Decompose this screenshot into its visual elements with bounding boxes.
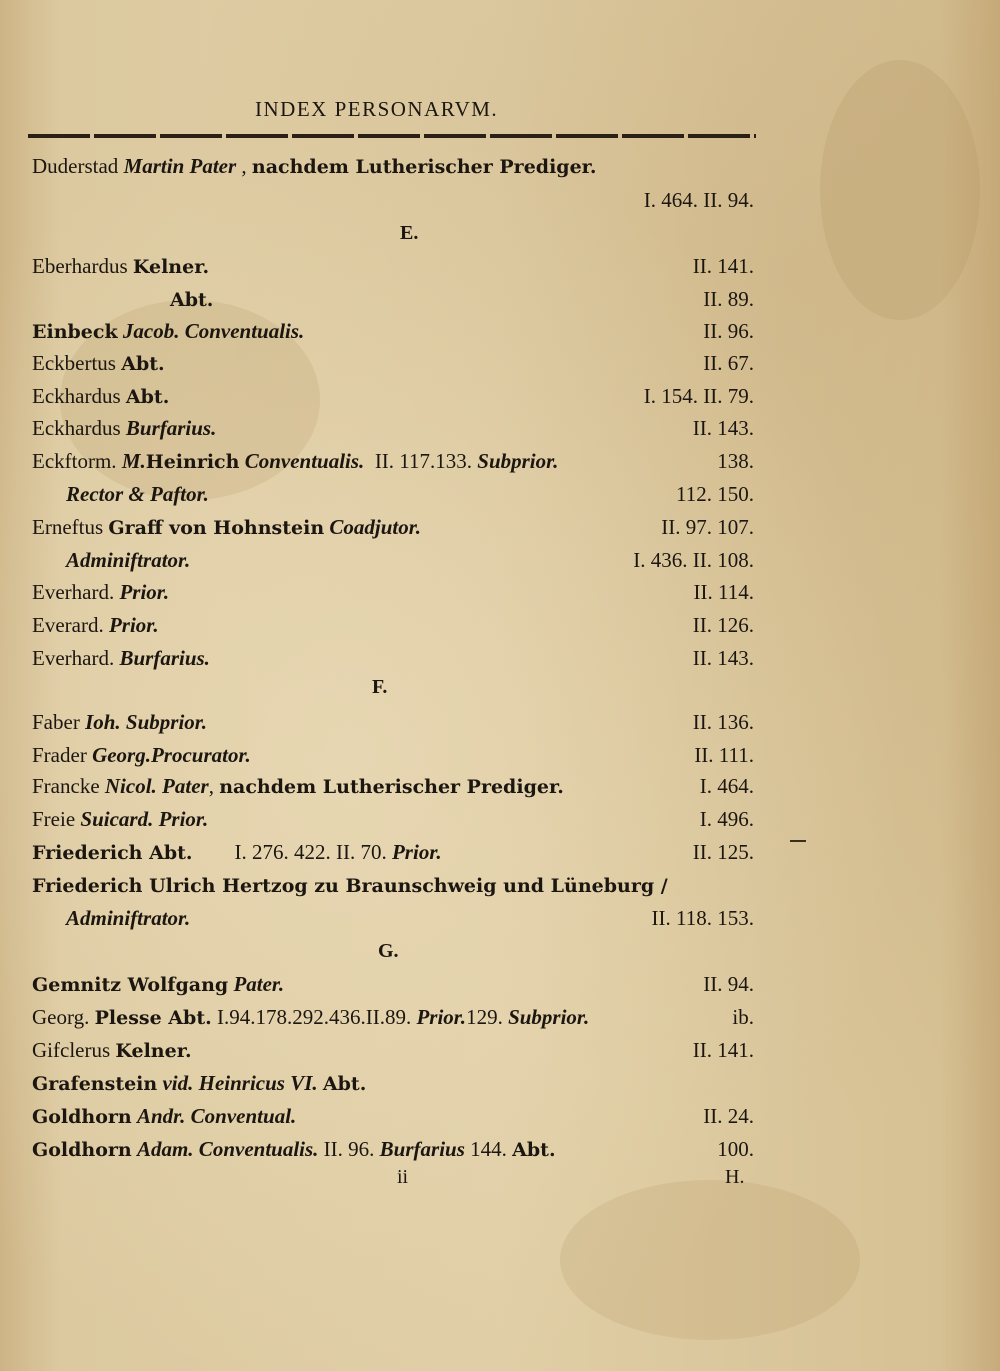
entry-text (32, 412, 216, 444)
entry-name-text: Eckhardus (32, 384, 126, 408)
entry-text (32, 968, 284, 1001)
entry-fraktur-text: Einbeck (32, 321, 118, 343)
page-references: I. 464. II. 94. (643, 188, 754, 212)
entry-fraktur-text: Abt. (170, 289, 214, 311)
section-letter: E. (400, 222, 419, 244)
index-entry (32, 283, 754, 315)
entry-text (32, 380, 169, 413)
entry-fraktur-text: Grafenstein (32, 1073, 158, 1095)
entry-name-text: 144. (464, 1137, 513, 1161)
entry-latin-text: Subprior. (508, 1005, 590, 1029)
entry-name-text: Frader (32, 743, 93, 767)
entry-text (32, 1133, 556, 1166)
index-entry (32, 250, 754, 282)
entry-text (66, 544, 190, 576)
entry-text (32, 511, 421, 544)
entry-fraktur-text: Goldhorn (32, 1139, 132, 1161)
entry-name-text: Faber (32, 710, 86, 734)
index-entry (32, 1034, 754, 1066)
entry-latin-text: M. (121, 449, 146, 473)
entry-name-text: Eberhardus (32, 254, 133, 278)
entry-text (32, 576, 169, 608)
page-references: II. 114. (693, 580, 754, 604)
index-entry (32, 803, 754, 835)
index-entry (32, 150, 754, 182)
entry-latin-text: Ioh. Subprior. (85, 710, 208, 734)
entry-text (32, 869, 668, 902)
entry-text (32, 250, 209, 283)
entry-latin-text: Burfarius. (125, 416, 217, 440)
entry-text (32, 706, 207, 738)
entry-fraktur-text: Heinrich (145, 451, 240, 473)
entry-name-text: II. 96. (318, 1137, 380, 1161)
page-references: II. 141. (692, 254, 754, 278)
paper-stain (560, 1180, 860, 1340)
page-references: I. 436. II. 108. (633, 548, 754, 572)
index-entry (32, 902, 754, 934)
index-entry (32, 1133, 754, 1165)
page-references: II. 111. (694, 743, 754, 767)
index-entry (32, 347, 754, 379)
entry-text (66, 902, 190, 934)
entry-latin-text: Burfarius. (119, 646, 210, 670)
running-header: INDEX PERSONARVM. (255, 97, 499, 121)
entry-text (32, 770, 564, 803)
entry-name-text: Eckftorm. (32, 449, 122, 473)
entry-latin-text: Conventualis. (244, 449, 365, 473)
entry-name-text: Erneftus (32, 515, 109, 539)
entry-name-text: Freie (32, 807, 81, 831)
entry-latin-text: Adminiftrator. (66, 548, 191, 572)
entry-name-text: , (208, 774, 220, 798)
index-entry (32, 739, 754, 771)
entry-latin-text: Suicard. Prior. (80, 807, 209, 831)
entry-latin-text: Nicol. Pater (104, 774, 209, 798)
entry-text (32, 315, 304, 348)
index-entry (32, 511, 754, 543)
page-references: II. 97. 107. (661, 515, 754, 539)
entry-latin-text: vid. Heinricus VI. (162, 1071, 318, 1095)
entry-name-text: Francke (32, 774, 105, 798)
entry-latin-text: Prior. (108, 613, 159, 637)
entry-latin-text: Martin Pater (123, 154, 237, 178)
signature-mark: ii (397, 1166, 409, 1188)
index-entry (32, 869, 754, 901)
index-entry (32, 770, 754, 802)
entry-name-text: I.94.178.292.436.II.89. (211, 1005, 417, 1029)
entry-name-text: II. 117.133. (364, 449, 478, 473)
entry-text (32, 803, 208, 835)
entry-fraktur-text: Abt. (121, 353, 165, 375)
page-references: I. 154. II. 79. (643, 384, 754, 408)
entry-latin-text: Pater. (233, 972, 285, 996)
index-entry (32, 315, 754, 347)
page-references: II. 94. (703, 972, 754, 996)
entry-fraktur-text: nachdem Lutherischer Prediger. (219, 776, 564, 798)
entry-name-text: Everard. (32, 613, 109, 637)
index-entry (32, 706, 754, 738)
entry-text (32, 642, 210, 674)
page-references: II. 67. (703, 351, 754, 375)
index-entry (32, 609, 754, 641)
index-entry (32, 1100, 754, 1132)
entry-latin-text: Rector & Paftor. (66, 482, 209, 506)
page-references: II. 96. (703, 319, 754, 343)
page-references: II. 24. (703, 1104, 754, 1128)
entry-fraktur-text: Kelner. (132, 256, 210, 278)
entry-fraktur-text: Friederich Ulrich Hertzog zu Braunschweig und Lüneburg / (32, 875, 668, 897)
entry-text (32, 347, 165, 380)
entry-name-text: Gifclerus (32, 1038, 116, 1062)
entry-name-text: Eckhardus (32, 416, 126, 440)
entry-latin-text: Prior. (416, 1005, 467, 1029)
entry-latin-text: Georg.Procurator. (92, 743, 251, 767)
entry-fraktur-text: Gemnitz Wolfgang (32, 974, 229, 996)
entry-fraktur-text: nachdem Lutherischer Prediger. (251, 156, 597, 178)
page-references: I. 464. (699, 774, 754, 798)
entry-latin-text: Coadjutor. (329, 515, 422, 539)
entry-text (32, 739, 251, 771)
index-entry (32, 836, 754, 868)
section-letter: F. (372, 676, 388, 698)
entry-fraktur-text: Plesse Abt. (94, 1007, 212, 1029)
entry-fraktur-text: Friederich Abt. (32, 842, 193, 864)
page-references: II. 118. 153. (651, 906, 754, 930)
entry-text (32, 150, 597, 183)
entry-latin-text: Prior. (119, 580, 170, 604)
entry-name-text: , (236, 154, 252, 178)
page-references: II. 143. (692, 646, 754, 670)
entry-fraktur-text: Abt. (322, 1073, 367, 1095)
entry-name-text: Duderstad (32, 154, 124, 178)
paper-stain (820, 60, 980, 320)
entry-name-text: Georg. (32, 1005, 95, 1029)
page-references: II. 126. (692, 613, 754, 637)
page-references: 138. (717, 449, 754, 473)
entry-latin-text: Prior. (391, 840, 442, 864)
entry-latin-text: Adam. Conventualis. (136, 1137, 319, 1161)
entry-text (170, 283, 213, 316)
catchword: H. (725, 1166, 745, 1188)
page-references: II. 143. (692, 416, 754, 440)
entry-fraktur-text: Goldhorn (32, 1106, 132, 1128)
entry-fraktur-text: Kelner. (115, 1040, 192, 1062)
page-references: ib. (732, 1005, 754, 1029)
entry-fraktur-text: Graff von Hohnstein (108, 517, 325, 539)
entry-name-text: 129. (466, 1005, 509, 1029)
index-entry (32, 642, 754, 674)
page-references: II. 125. (692, 840, 754, 864)
entry-latin-text: Andr. Conventual. (136, 1104, 297, 1128)
index-entry (32, 1001, 754, 1033)
entry-text (32, 609, 159, 641)
page-references: II. 141. (692, 1038, 754, 1062)
entry-text (32, 1100, 296, 1133)
entry-text (32, 1001, 589, 1034)
index-entry (32, 478, 754, 510)
index-entry (32, 576, 754, 608)
index-entry (32, 1067, 754, 1099)
page-references: 112. 150. (676, 482, 754, 506)
index-entry (32, 968, 754, 1000)
entry-latin-text: Subprior. (477, 449, 559, 473)
entry-name-text: Everhard. (32, 580, 120, 604)
entry-name-text: I. 276. 422. II. 70. (192, 840, 392, 864)
header-rule (28, 134, 756, 138)
entry-text (66, 478, 209, 510)
entry-text (32, 445, 558, 478)
page-references: I. 496. (699, 807, 754, 831)
entry-fraktur-text: Abt. (125, 386, 170, 408)
entry-latin-text: Adminiftrator. (66, 906, 191, 930)
index-entry (32, 412, 754, 444)
index-entry (32, 184, 754, 216)
section-letter: G. (378, 940, 399, 962)
entry-name-text: Eckbertus (32, 351, 122, 375)
entry-text (32, 836, 442, 869)
entry-text (32, 1067, 366, 1100)
index-entry (32, 544, 754, 576)
page-references: 100. (717, 1137, 754, 1161)
index-entry (32, 445, 754, 477)
entry-latin-text: Jacob. Conventualis. (122, 319, 305, 343)
index-entry (32, 380, 754, 412)
entry-fraktur-text: Abt. (512, 1139, 556, 1161)
margin-dash (790, 840, 806, 842)
entry-name-text: Everhard. (32, 646, 120, 670)
entry-latin-text: Burfarius (379, 1137, 465, 1161)
page-references: II. 89. (703, 287, 754, 311)
entry-text (32, 1034, 192, 1067)
page-references: II. 136. (692, 710, 754, 734)
